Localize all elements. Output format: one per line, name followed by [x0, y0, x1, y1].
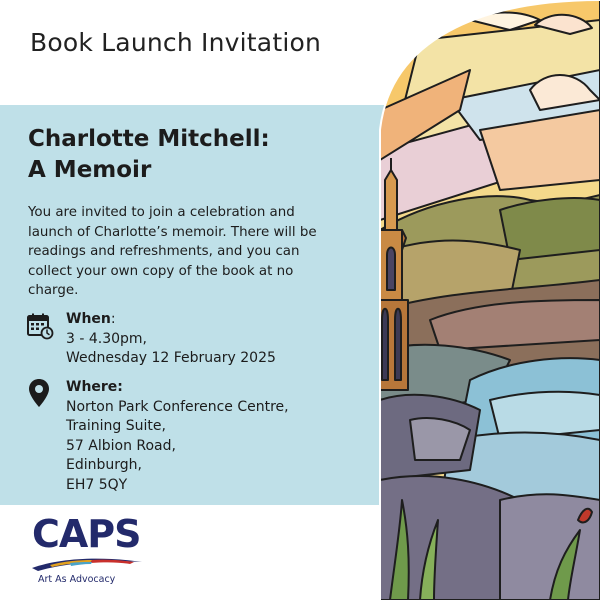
book-title — [28, 124, 348, 186]
logo-tagline: Art As Advocacy — [38, 574, 116, 585]
page-title: Book Launch Invitation — [30, 28, 322, 57]
calendar-clock-icon — [26, 312, 54, 344]
when-label: When — [66, 311, 111, 327]
map-pin-icon — [28, 378, 50, 412]
where-postcode: EH7 5QY — [66, 476, 128, 493]
book-title-line-2: A Memoir — [28, 157, 152, 183]
where-venue: Norton Park Conference Centre, — [66, 398, 289, 415]
caps-logo — [26, 512, 156, 590]
where-details — [66, 378, 346, 495]
when-colon: : — [110, 311, 116, 327]
when-date: Wednesday 12 February 2025 — [66, 350, 276, 366]
logo-wordmark: CAPS — [32, 512, 141, 556]
where-label: Where: — [66, 379, 123, 395]
when-details — [66, 310, 346, 369]
where-room: Training Suite, — [66, 418, 166, 434]
where-street: 57 Albion Road, — [66, 437, 176, 454]
when-time: 3 - 4.30pm, — [66, 330, 148, 347]
invitation-text: You are invited to join a celebration and launch of Charlotte’s memoir. There will be readings and refreshments, and you can collect your own copy of the book at no charge. — [28, 205, 317, 298]
book-title-line-1: Charlotte Mitchell: — [28, 126, 270, 152]
where-city: Edinburgh, — [66, 457, 142, 473]
stained-glass-artwork — [330, 0, 600, 600]
logo-swoosh — [30, 554, 150, 574]
